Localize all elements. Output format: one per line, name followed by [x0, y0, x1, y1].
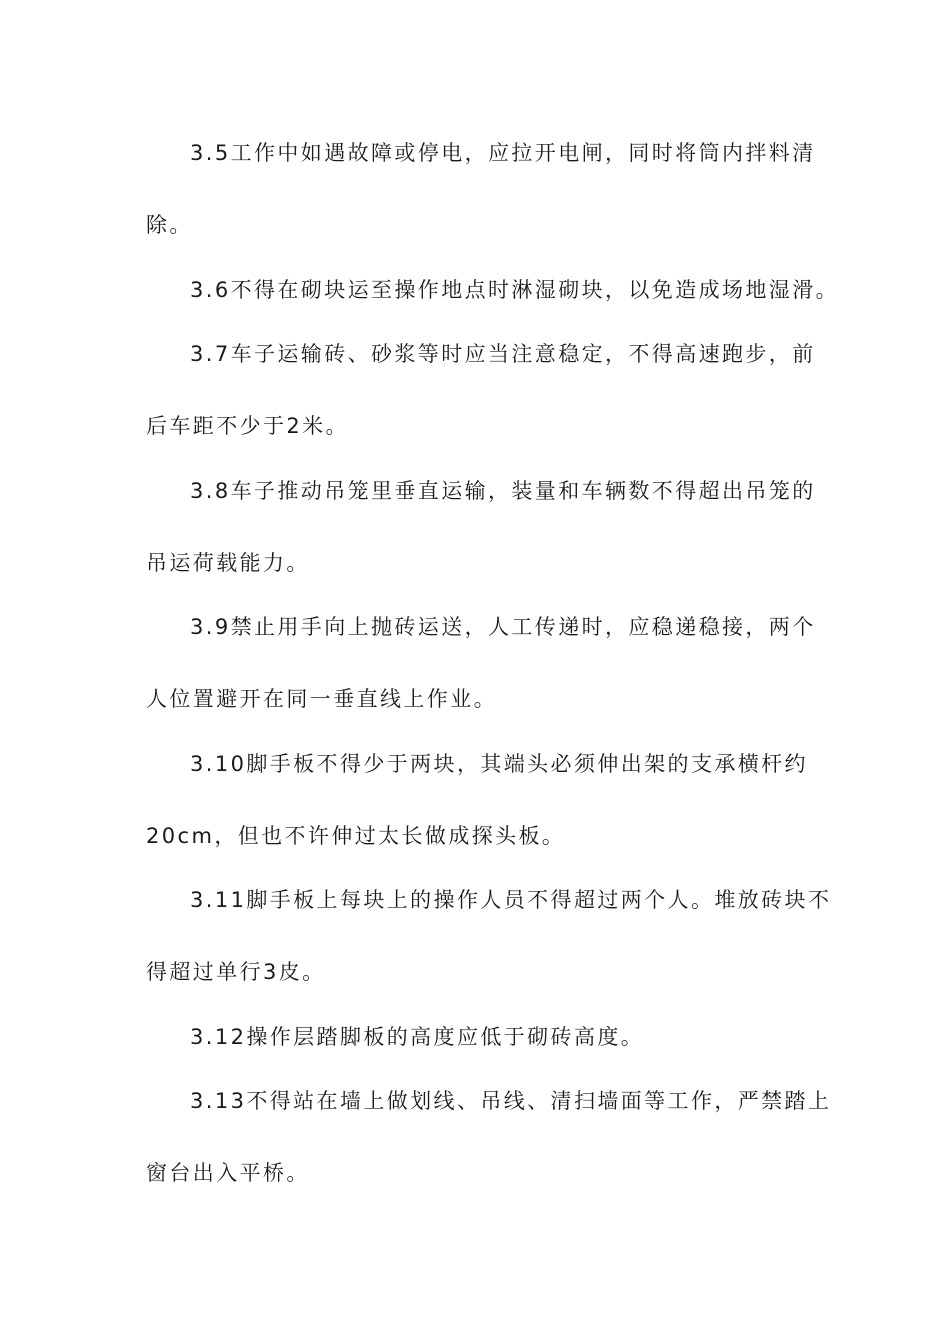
paragraph-3-5-line-2: 除。: [146, 213, 193, 237]
paragraph-3-6-line-1: 3.6不得在砌块运至操作地点时淋湿砌块，以免造成场地湿滑。: [190, 278, 839, 302]
paragraph-3-7-line-2: 后车距不少于2米。: [146, 414, 349, 438]
paragraph-3-11-line-2: 得超过单行3皮。: [146, 960, 326, 984]
paragraph-3-9-line-2: 人位置避开在同一垂直线上作业。: [146, 687, 497, 711]
paragraph-3-7-line-1: 3.7车子运输砖、砂浆等时应当注意稳定，不得高速跑步，前: [190, 342, 816, 366]
paragraph-3-9-line-1: 3.9禁止用手向上抛砖运送，人工传递时，应稳递稳接，两个: [190, 615, 816, 639]
paragraph-3-11-line-1: 3.11脚手板上每块上的操作人员不得超过两个人。堆放砖块不: [190, 888, 832, 912]
paragraph-3-8-line-1: 3.8车子推动吊笼里垂直运输，装量和车辆数不得超出吊笼的: [190, 479, 816, 503]
paragraph-3-5-line-1: 3.5工作中如遇故障或停电，应拉开电闸，同时将筒内拌料清: [190, 141, 816, 165]
paragraph-3-10-line-2: 20cm，但也不许伸过太长做成探头板。: [146, 824, 566, 848]
paragraph-3-13-line-1: 3.13不得站在墙上做划线、吊线、清扫墙面等工作，严禁踏上: [190, 1089, 832, 1113]
paragraph-3-10-line-1: 3.10脚手板不得少于两块，其端头必须伸出架的支承横杆约: [190, 752, 808, 776]
paragraph-3-8-line-2: 吊运荷载能力。: [146, 551, 310, 575]
paragraph-3-13-line-2: 窗台出入平桥。: [146, 1161, 310, 1185]
paragraph-3-12-line-1: 3.12操作层踏脚板的高度应低于砌砖高度。: [190, 1025, 645, 1049]
